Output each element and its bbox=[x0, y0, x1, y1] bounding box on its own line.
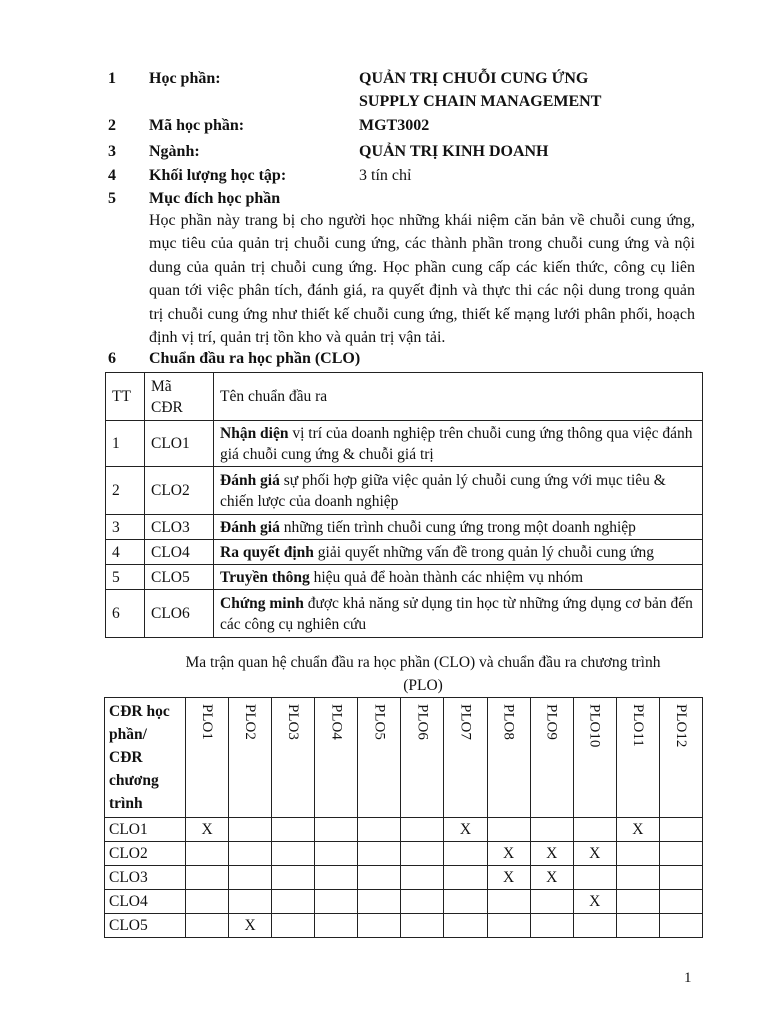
matrix-cell bbox=[616, 914, 659, 938]
matrix-cell bbox=[358, 866, 401, 890]
matrix-cell bbox=[401, 890, 444, 914]
matrix-cell bbox=[358, 818, 401, 842]
plo-label: PLO4 bbox=[328, 704, 345, 740]
matrix-cell bbox=[358, 914, 401, 938]
plo-header bbox=[401, 698, 444, 818]
matrix-cell bbox=[315, 866, 358, 890]
matrix-row-label: CLO3 bbox=[105, 866, 186, 890]
plo-header bbox=[358, 698, 401, 818]
clo-verb: Truyền thông bbox=[220, 568, 310, 586]
matrix-cell: X bbox=[616, 818, 659, 842]
purpose-paragraph: Học phần này trang bị cho người học những khái niệm căn bản về chuỗi cung ứng, mục tiêu của quản trị chuỗi cung ứng, các thành phần trong chuỗi cung ứng và nội dung của quản trị chuỗi cung ứng. Học phần cung cấp các kiến thức, công cụ liên quan tới việc phân tích, đánh giá, ra quyết định và thực thi các nội dung trong quản trị chuỗi cung ứng như thiết kế chuỗi cung ứng, thiết kế mạng lưới phân phối, hoạch định vị trí, quản trị tồn kho và quản trị vận tải. bbox=[149, 212, 695, 347]
corner-line: trình bbox=[109, 795, 143, 812]
info-label: Khối lượng học tập: bbox=[149, 167, 287, 184]
matrix-row-label: CLO1 bbox=[105, 818, 186, 842]
info-label: Ngành: bbox=[149, 143, 200, 160]
matrix-cell bbox=[444, 866, 487, 890]
matrix-cell bbox=[487, 914, 530, 938]
clo-code: CLO5 bbox=[145, 565, 214, 590]
table-row bbox=[105, 914, 703, 938]
clo-verb: Đánh giá bbox=[220, 471, 280, 489]
matrix-cell bbox=[272, 890, 315, 914]
matrix-cell: X bbox=[186, 818, 229, 842]
table-row bbox=[106, 467, 703, 515]
clo-text: những tiến trình chuỗi cung ứng trong một doanh nghiệp bbox=[279, 518, 636, 536]
clo-verb: Đánh giá bbox=[220, 518, 280, 536]
clo-tt: 2 bbox=[106, 467, 145, 515]
clo-text: vị trí của doanh nghiệp trên chuỗi cung ứng thông qua việc đánh giá chuỗi cung ứng & chuỗi giá trị bbox=[220, 424, 693, 463]
matrix-cell bbox=[659, 842, 702, 866]
clo-description bbox=[214, 421, 703, 467]
plo-header bbox=[444, 698, 487, 818]
clo-header-row bbox=[106, 373, 703, 421]
matrix-cell bbox=[272, 818, 315, 842]
plo-header bbox=[315, 698, 358, 818]
matrix-cell: X bbox=[444, 818, 487, 842]
matrix-cell bbox=[573, 914, 616, 938]
plo-label: PLO1 bbox=[199, 704, 216, 740]
clo-tt: 6 bbox=[106, 590, 145, 638]
matrix-caption-line2: (PLO) bbox=[403, 677, 443, 694]
matrix-body bbox=[105, 818, 703, 938]
table-row bbox=[106, 515, 703, 540]
corner-line: CĐR bbox=[109, 749, 143, 766]
page-number: 1 bbox=[684, 970, 692, 986]
table-row bbox=[106, 540, 703, 565]
matrix-cell bbox=[229, 866, 272, 890]
plo-label: PLO3 bbox=[285, 704, 302, 740]
clo-code: CLO6 bbox=[145, 590, 214, 638]
info-label: Chuẩn đầu ra học phần (CLO) bbox=[149, 350, 361, 367]
matrix-cell bbox=[659, 866, 702, 890]
clo-description bbox=[214, 565, 703, 590]
matrix-cell: X bbox=[487, 842, 530, 866]
table-row bbox=[105, 842, 703, 866]
clo-verb: Chứng minh bbox=[220, 594, 304, 612]
matrix-cell bbox=[530, 914, 573, 938]
table-row bbox=[105, 890, 703, 914]
plo-header bbox=[530, 698, 573, 818]
matrix-cell: X bbox=[573, 890, 616, 914]
matrix-cell bbox=[444, 890, 487, 914]
clo-code: CLO3 bbox=[145, 515, 214, 540]
matrix-cell: X bbox=[487, 866, 530, 890]
matrix-cell bbox=[573, 818, 616, 842]
plo-header bbox=[272, 698, 315, 818]
matrix-cell: X bbox=[229, 914, 272, 938]
col-header-tt: TT bbox=[106, 373, 145, 421]
info-num: 3 bbox=[108, 143, 116, 160]
info-num: 6 bbox=[108, 350, 116, 367]
info-value: MGT3002 bbox=[359, 117, 430, 134]
clo-tt: 3 bbox=[106, 515, 145, 540]
matrix-cell bbox=[401, 866, 444, 890]
matrix-row-label: CLO2 bbox=[105, 842, 186, 866]
matrix-cell bbox=[272, 866, 315, 890]
matrix-cell bbox=[186, 914, 229, 938]
info-num: 5 bbox=[108, 190, 116, 207]
matrix-cell bbox=[186, 890, 229, 914]
matrix-cell bbox=[659, 818, 702, 842]
matrix-cell bbox=[315, 890, 358, 914]
clo-text: giải quyết những vấn đề trong quản lý chuỗi cung ứng bbox=[313, 543, 654, 561]
clo-tt: 1 bbox=[106, 421, 145, 467]
plo-label: PLO6 bbox=[414, 704, 431, 740]
matrix-cell bbox=[401, 914, 444, 938]
corner-line: phần/ bbox=[109, 726, 147, 743]
plo-label: PLO7 bbox=[457, 704, 474, 740]
clo-table bbox=[105, 372, 703, 638]
matrix-cell bbox=[444, 842, 487, 866]
matrix-cell bbox=[272, 914, 315, 938]
table-row bbox=[106, 590, 703, 638]
clo-description bbox=[214, 590, 703, 638]
matrix-header-row bbox=[105, 698, 703, 818]
clo-code: CLO2 bbox=[145, 467, 214, 515]
info-label: Mục đích học phần bbox=[149, 190, 281, 207]
table-row bbox=[106, 565, 703, 590]
clo-verb: Nhận diện bbox=[220, 424, 289, 442]
table-row bbox=[105, 818, 703, 842]
plo-header bbox=[186, 698, 229, 818]
matrix-cell bbox=[487, 818, 530, 842]
matrix-cell bbox=[315, 914, 358, 938]
matrix-caption-line1: Ma trận quan hệ chuẩn đầu ra học phần (CLO) và chuẩn đầu ra chương trình bbox=[185, 654, 661, 671]
matrix-cell: X bbox=[530, 866, 573, 890]
clo-description bbox=[214, 467, 703, 515]
matrix-cell: X bbox=[573, 842, 616, 866]
matrix-cell bbox=[401, 842, 444, 866]
plo-label: PLO11 bbox=[629, 704, 646, 747]
matrix-cell bbox=[315, 842, 358, 866]
plo-header bbox=[659, 698, 702, 818]
info-value: QUẢN TRỊ KINH DOANH bbox=[359, 143, 549, 160]
matrix-cell bbox=[401, 818, 444, 842]
plo-label: PLO8 bbox=[500, 704, 517, 740]
matrix-cell bbox=[315, 818, 358, 842]
matrix-cell bbox=[530, 818, 573, 842]
plo-label: PLO5 bbox=[371, 704, 388, 740]
clo-description bbox=[214, 540, 703, 565]
matrix-cell bbox=[358, 890, 401, 914]
matrix-corner-label bbox=[105, 698, 186, 818]
plo-label: PLO2 bbox=[242, 704, 259, 740]
matrix-row-label: CLO5 bbox=[105, 914, 186, 938]
col-header-name: Tên chuẩn đầu ra bbox=[214, 373, 703, 421]
matrix-cell: X bbox=[530, 842, 573, 866]
plo-label: PLO10 bbox=[586, 704, 603, 748]
col-header-code-line1: Mã bbox=[151, 377, 172, 395]
info-value-en: SUPPLY CHAIN MANAGEMENT bbox=[359, 93, 602, 110]
plo-header bbox=[616, 698, 659, 818]
info-label: Mã học phần: bbox=[149, 117, 245, 134]
table-row bbox=[105, 866, 703, 890]
matrix-cell bbox=[186, 842, 229, 866]
matrix-cell bbox=[186, 866, 229, 890]
matrix-cell bbox=[616, 866, 659, 890]
corner-line: chương bbox=[109, 772, 159, 789]
matrix-cell bbox=[573, 866, 616, 890]
matrix-cell bbox=[659, 890, 702, 914]
plo-label: PLO9 bbox=[543, 704, 560, 740]
matrix-cell bbox=[487, 890, 530, 914]
matrix-cell bbox=[659, 914, 702, 938]
info-num: 1 bbox=[108, 70, 116, 87]
plo-header bbox=[229, 698, 272, 818]
matrix-caption bbox=[150, 651, 696, 697]
table-row bbox=[106, 421, 703, 467]
info-value: QUẢN TRỊ CHUỖI CUNG ỨNG bbox=[359, 70, 589, 87]
info-value: 3 tín chỉ bbox=[359, 167, 412, 184]
matrix-cell bbox=[229, 842, 272, 866]
corner-line: CĐR học bbox=[109, 703, 170, 720]
clo-description bbox=[214, 515, 703, 540]
matrix-cell bbox=[229, 890, 272, 914]
clo-text: được khả năng sử dụng tin học từ những ứng dụng cơ bản đến các công cụ nghiên cứu bbox=[220, 594, 693, 633]
clo-plo-matrix bbox=[104, 697, 703, 938]
col-header-code-line2: CĐR bbox=[151, 398, 183, 416]
clo-text: hiệu quả để hoàn thành các nhiệm vụ nhóm bbox=[309, 568, 584, 586]
matrix-cell bbox=[272, 842, 315, 866]
col-header-code bbox=[145, 373, 214, 421]
matrix-cell bbox=[229, 818, 272, 842]
clo-code: CLO4 bbox=[145, 540, 214, 565]
info-num: 4 bbox=[108, 167, 116, 184]
plo-label: PLO12 bbox=[672, 704, 689, 748]
matrix-cell bbox=[444, 914, 487, 938]
matrix-cell bbox=[358, 842, 401, 866]
plo-header bbox=[573, 698, 616, 818]
clo-tt: 5 bbox=[106, 565, 145, 590]
plo-header bbox=[487, 698, 530, 818]
clo-text: sự phối hợp giữa việc quản lý chuỗi cung ứng với mục tiêu & chiến lược của doanh nghiệp bbox=[220, 471, 666, 510]
matrix-cell bbox=[616, 842, 659, 866]
matrix-row-label: CLO4 bbox=[105, 890, 186, 914]
info-label: Học phần: bbox=[149, 70, 221, 87]
matrix-cell bbox=[530, 890, 573, 914]
info-num: 2 bbox=[108, 117, 116, 134]
clo-verb: Ra quyết định bbox=[220, 543, 314, 561]
clo-code: CLO1 bbox=[145, 421, 214, 467]
clo-tt: 4 bbox=[106, 540, 145, 565]
matrix-cell bbox=[616, 890, 659, 914]
